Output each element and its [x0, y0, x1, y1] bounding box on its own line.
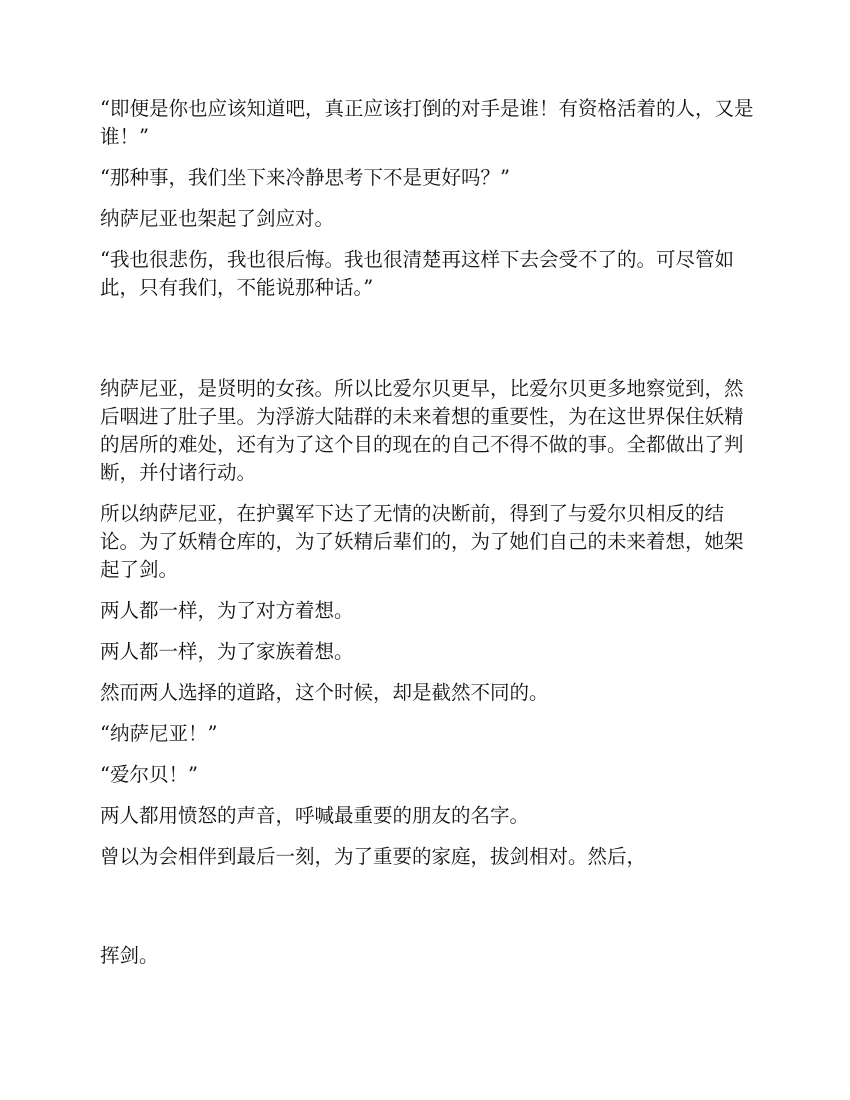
paragraph-8: 两人都一样，为了家族着想。	[100, 640, 354, 663]
paragraph-9: 然而两人选择的道路，这个时候，却是截然不同的。	[100, 681, 549, 704]
paragraph-10: “纳萨尼亚！”	[100, 722, 218, 745]
paragraph-2: “那种事，我们坐下来冷静思考下不是更好吗？”	[100, 166, 510, 189]
body-text	[100, 95, 760, 983]
section-break	[100, 315, 760, 375]
paragraph-3: 纳萨尼亚也架起了剑应对。	[100, 207, 335, 230]
paragraph-12: 两人都用愤怒的声音，呼喊最重要的朋友的名字。	[100, 804, 530, 827]
paragraph-13: 曾以为会相伴到最后一刻，为了重要的家庭，拔剑相对。然后，	[100, 845, 647, 868]
paragraph-5: 纳萨尼亚，是贤明的女孩。所以比爱尔贝更早，比爱尔贝更多地察觉到，然后咽进了肚子里。为浮游大陆群的未来着想的重要性，为在这世界保住妖精的居所的难处，还有为了这个目的现在的自己不得不做的事。全都做出了判断，并付诸行动。	[100, 377, 744, 484]
section-break-2	[100, 884, 760, 942]
paragraph-14: 挥剑。	[100, 944, 159, 967]
paragraph-4: “我也很悲伤，我也很后悔。我也很清楚再这样下去会受不了的。可尽管如此，只有我们，不能说那种话。”	[100, 248, 734, 299]
paragraph-1: “即便是你也应该知道吧，真正应该打倒的对手是谁！有资格活着的人，又是谁！”	[100, 97, 754, 148]
paragraph-7: 两人都一样，为了对方着想。	[100, 599, 354, 622]
paragraph-6: 所以纳萨尼亚，在护翼军下达了无情的决断前，得到了与爱尔贝相反的结论。为了妖精仓库的，为了妖精后辈们的，为了她们自己的未来着想，她架起了剑。	[100, 502, 744, 581]
paragraph-11: “爱尔贝！”	[100, 763, 198, 786]
